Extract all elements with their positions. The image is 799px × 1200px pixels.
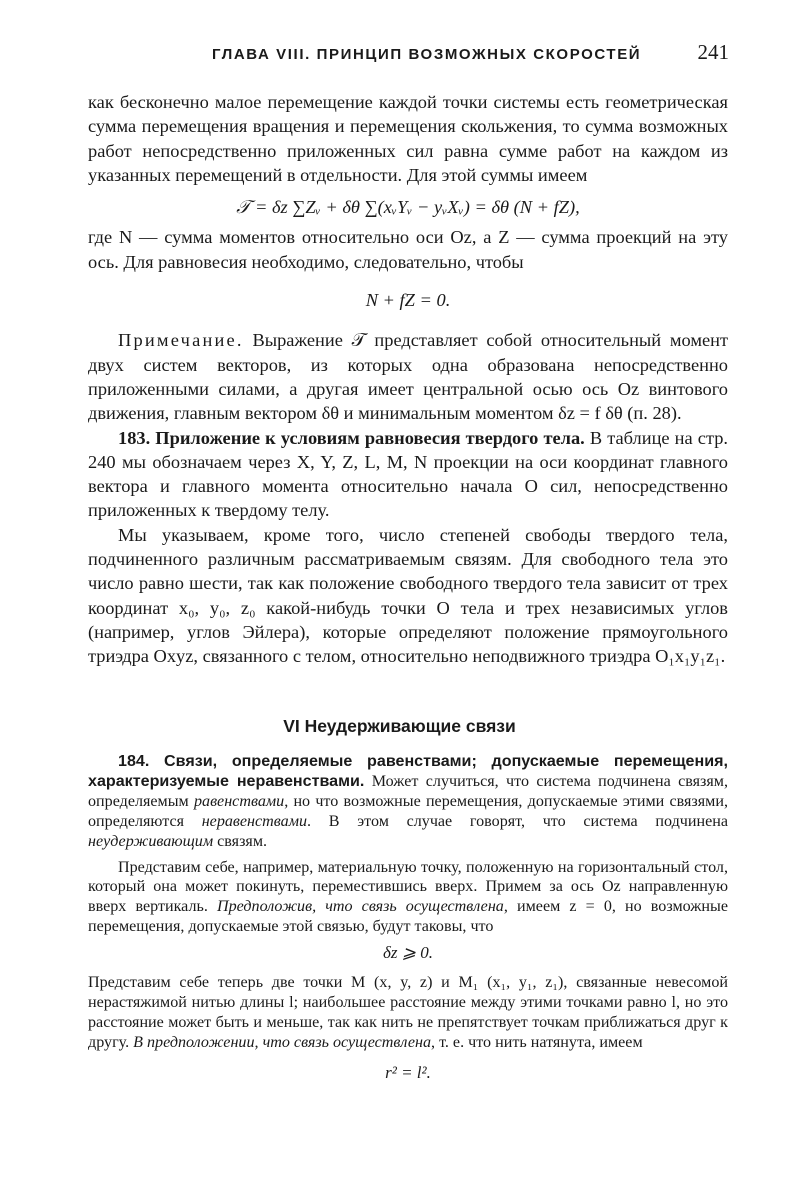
emphasis-equalities: равенствами [193, 792, 285, 810]
section-184-text-d: связям. [213, 832, 268, 850]
section-183-title: 183. Приложение к условиям равновесия твердого тела. [118, 427, 585, 448]
small-p3-emphasis: В предположении, что связь осуществлена [133, 1033, 432, 1051]
emphasis-unilateral: неудерживающим [88, 832, 214, 850]
note-label: Примечание. [118, 330, 244, 351]
paragraph-1: как бесконечно малое перемещение каждой точки системы есть геометрическая сумма перемещения вращения и перемещения скольжения, то сумма возможных работ непосредственно приложенных сил равна сумме работ на каждом из указанных перемещений в отдельности. Для этой суммы имеем [88, 92, 728, 185]
paragraph-2: где N — сумма моментов относительно оси Oz, а Z — сумма проекций на эту ось. Для равновесия необходимо, следовательно, чтобы [88, 227, 728, 272]
note-text: Выражение 𝒯 представляет собой относительный момент двух систем векторов, из которых одна образована непосредственно приложенными силами, а другая имеет центральной осью ось Oz винтового движения, главным вектором δθ и минимальным моментом δz = f δθ (п. 28). [88, 330, 728, 424]
small-paragraph-3 [88, 973, 728, 1053]
small-p2-text-a: Представим себе, например, материальную точку, положенную на горизонтальный стол, который она может покинуть, переместившись вверх. Примем за ось Oz направленную вверх вертикаль. [88, 858, 728, 916]
small-p3-text-a: Представим себе теперь две точки M (x, y, z) и M₁ (x₁, y₁, z₁), связанные невесомой нерастяжимой нитью длины l; наибольшее расстояние между этими точками равно l, но это расстояние может быть и меньше, так как нить не препятствует точкам приближаться друг к другу. [88, 974, 728, 1051]
section-183-paragraph [88, 426, 728, 523]
section-184-title: 184. Связи, определяемые равенствами; допускаемые перемещения, характеризуемые неравенствами. [88, 752, 728, 790]
small-p3-text-b: , т. е. что нить натянута, имеем [431, 1033, 643, 1051]
main-text [88, 90, 728, 669]
formula-work-sum: 𝒯 = δz ∑Zᵥ + δθ ∑(xᵥYᵥ − yᵥXᵥ) = δθ (N + fZ), [236, 197, 580, 218]
section-184-text-c: . В этом случае говорят, что система подчинена [307, 812, 728, 830]
small-print-text [88, 752, 728, 1083]
section-184-text-a: Может случиться, что система подчинена связям, определяемым [88, 772, 729, 810]
note-paragraph [88, 328, 728, 425]
page-number: 241 [697, 40, 729, 64]
formula-string-taut: r² = l². [385, 1062, 431, 1082]
formula-equilibrium: N + fZ = 0. [365, 290, 451, 311]
small-paragraph-2 [88, 858, 728, 938]
paragraph-3: Мы указываем, кроме того, число степеней свободы твердого тела, подчиненного различным рассматриваемым связям. Для свободного тела это число равно шести, так как положение свободного твердого тела зависит от трех координат x₀, y₀, z₀ какой-нибудь точки O тела и трех независимых углов (например, углов Эйлера), которые определяют положение прямоугольного триэдра Oxyz, связанного с телом, относительно неподвижного триэдра O₁x₁y₁z₁. [88, 524, 728, 667]
section-183-text: В таблице на стр. 240 мы обозначаем через X, Y, Z, L, M, N проекции на оси координат главного вектора и главного момента относительно начала O сил, непосредственно приложенных к твердому телу. [88, 427, 729, 521]
small-p2-emphasis: Предположив, что связь осуществлена [216, 898, 504, 916]
section-heading: VI Неудерживающие связи [283, 716, 516, 736]
section-184-text-b: , но что возможные перемещения, допускаемые этими связями, определяются [88, 792, 728, 830]
small-p2-text-b: , имеем z = 0, но возможные перемещения, допускаемые этой связью, будут таковы, что [88, 898, 728, 936]
formula-dz-nonneg: δz ⩾ 0. [382, 943, 433, 963]
emphasis-inequalities: неравенствами [201, 812, 308, 830]
section-184-paragraph [88, 752, 728, 852]
running-header: ГЛАВА VIII. ПРИНЦИП ВОЗМОЖНЫХ СКОРОСТЕЙ [212, 46, 642, 63]
